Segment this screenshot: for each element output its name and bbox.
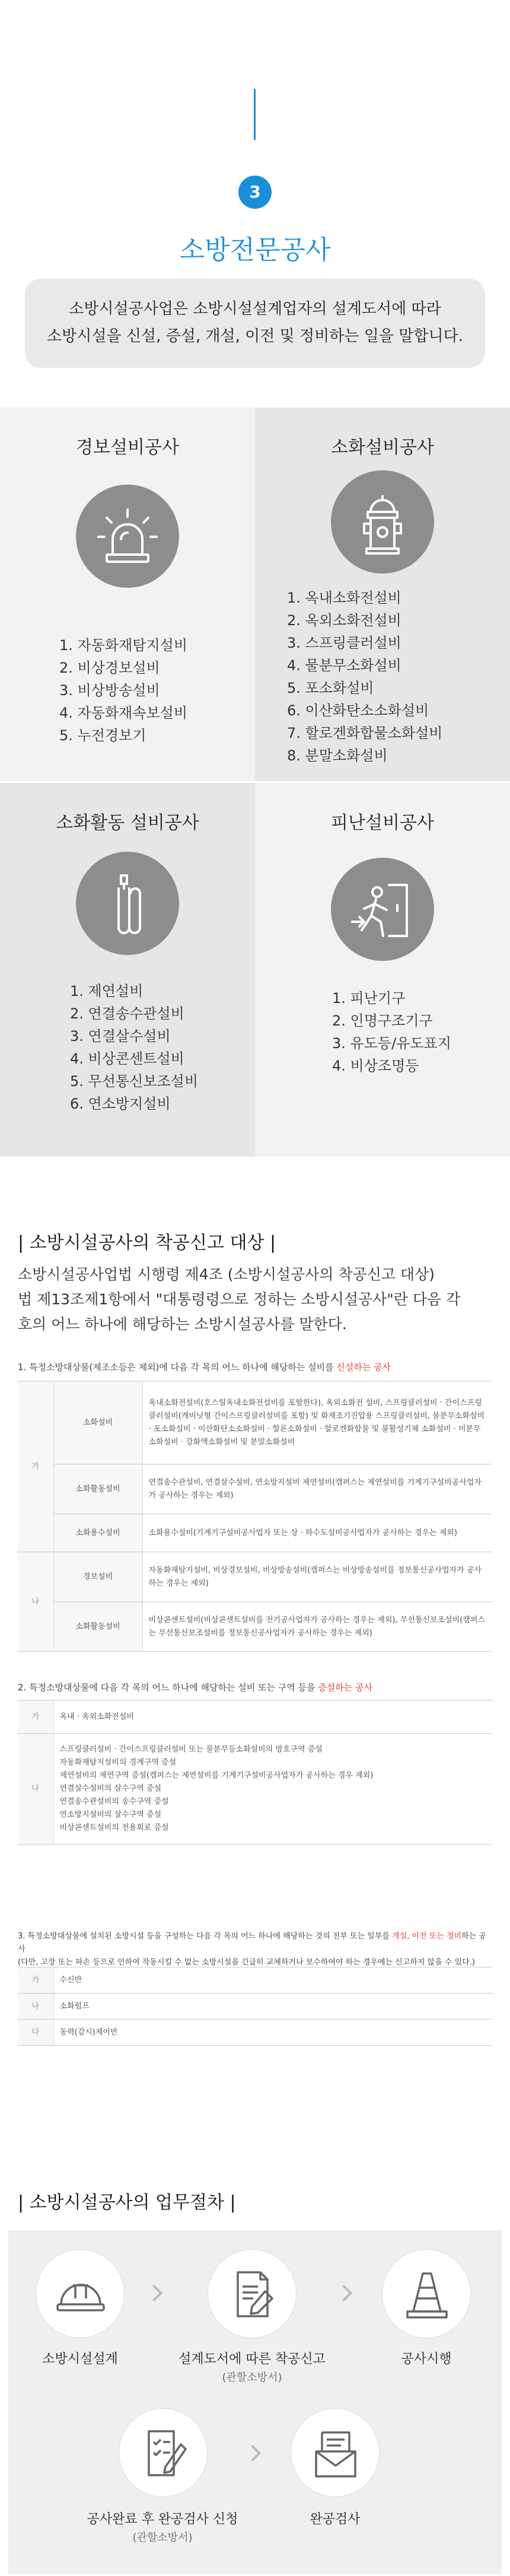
list-item: 4. 자동화재속보설비	[59, 705, 187, 721]
note-1	[18, 1361, 391, 1373]
desc-line: 연소방지설비의 살수구역 증설	[59, 1810, 162, 1819]
table-row	[18, 1734, 492, 1845]
desc-line: 비상콘센트설비의 전용회로 증설	[59, 1823, 169, 1832]
desc-line: 연결송수관설비의 송수구역 증설	[59, 1797, 169, 1806]
fire-hose-icon	[76, 852, 179, 955]
row-name: 경보설비	[53, 1552, 142, 1602]
note-text: 3. 특정소방대상물에 설치된 소방시설 등을 구성하는 다음 각 목의 어느 하나에 해당하는 것의 전부 또는 일부를	[18, 1932, 393, 1941]
group-label: 가	[18, 1701, 53, 1734]
group-label: 가	[18, 1381, 53, 1552]
group-label: 나	[18, 1994, 53, 2020]
row-name: 소화용수설비	[53, 1514, 142, 1552]
fire-hydrant-icon	[331, 470, 434, 574]
arrow-right-icon	[336, 2285, 352, 2301]
list-item: 3. 스프링클러설비	[287, 635, 401, 651]
group-label: 다	[18, 2020, 53, 2046]
list-item: 4. 비상콘센트설비	[70, 1050, 184, 1067]
list-item: 1. 피난기구	[332, 990, 406, 1007]
intro-box	[25, 279, 485, 368]
step-label: 공사시행	[401, 2352, 452, 2367]
intro-line-1: 소방시설공사업은 소방시설설계업자의 설계도서에 따라	[69, 300, 441, 318]
category-list	[70, 980, 198, 1115]
category-title: 경보설비공사	[76, 437, 179, 458]
list-item: 4. 비상조명등	[332, 1058, 419, 1074]
row-desc: 소화펌프	[53, 1994, 492, 2020]
list-item: 5. 누전경보기	[59, 727, 146, 744]
siren-icon	[76, 485, 179, 588]
table-row	[18, 1514, 492, 1552]
section-heading-procedure: | 소방시설공사의 업무절차 |	[18, 2192, 236, 2213]
list-item: 8. 분말소화설비	[287, 747, 388, 764]
category-title: 소화활동 설비공사	[56, 813, 199, 833]
category-title: 소화설비공사	[331, 437, 434, 458]
step-label: 완공검사	[310, 2512, 361, 2527]
arrow-right-icon	[244, 2445, 261, 2462]
category-list	[332, 987, 451, 1077]
category-card-evacuation	[255, 783, 510, 1157]
row-desc: 동력(감시)제어반	[53, 2020, 492, 2046]
hard-hat-icon	[36, 2249, 125, 2338]
row-desc-list	[53, 1734, 492, 1845]
note-text: 하는 공사	[18, 1932, 486, 1954]
emergency-exit-icon	[331, 858, 434, 961]
table-repair	[18, 1967, 492, 2046]
group-label: 나	[18, 1552, 53, 1652]
category-list	[59, 634, 187, 747]
row-desc: 자동화재탐지설비, 비상경보설비, 비상방송설비(캠퍼스는 비상방송설비를 정보통신공사업자가 공사하는 경우는 제외)	[142, 1552, 492, 1602]
table-row	[18, 1967, 492, 1994]
row-desc: 옥내소화전설비(호스릴옥내소화전설비를 포함한다), 옥외소화전 설비, 스프링클러설비 · 간이스프링클러설비(캐비닛형 간이스프링클러설비를 포함) 및 화재조기진압용 스프링클러설비, 물분무소화설비 · 포소화설비 · 이산화탄소소화설비 · 할론소화설비 · 할로겐화합물 및 불활성기체 소화설비 · 미분무소화설비 · 강화액소화설비 및 분말소화설비	[142, 1381, 492, 1464]
law-line: 법 제13조제1항에서 "대통령령으로 정하는 소방시설공사"란 다음 각	[18, 1291, 461, 1308]
step-number-badge: 3	[238, 176, 272, 209]
list-item: 2. 옥외소화전설비	[287, 612, 401, 629]
note-highlight: 증설하는 공사	[318, 1682, 372, 1693]
list-item: 1. 제연설비	[70, 983, 144, 999]
table-expansion	[18, 1700, 492, 1845]
list-item: 6. 이산화탄소소화설비	[287, 702, 429, 719]
note-sub: (다만, 고장 또는 파손 등으로 인하여 작동시킬 수 없는 소방시설을 긴급히 교체하거나 보수하여야 하는 경우에는 신고하지 않을 수 있다.)	[18, 1958, 475, 1967]
step-label: 소방시설설계	[42, 2352, 118, 2367]
row-name: 소화활동설비	[53, 1464, 142, 1514]
table-row	[18, 1464, 492, 1514]
list-item: 3. 연결살수설비	[70, 1028, 171, 1045]
note-highlight: 신설하는 공사	[336, 1362, 391, 1373]
category-card-alarm	[0, 407, 255, 781]
list-item: 3. 유도등/유도표지	[332, 1035, 451, 1052]
section-heading-start-report: | 소방시설공사의 착공신고 대상 |	[18, 1233, 276, 1253]
arrow-right-icon	[146, 2285, 162, 2301]
note-text: 1. 특정소방대상물(제조소등은 제외)에 다음 각 목의 어느 하나에 해당하는 설비를	[18, 1362, 337, 1373]
list-item: 2. 비상경보설비	[59, 660, 160, 676]
row-name: 소화활동설비	[53, 1602, 142, 1652]
list-item: 4. 물분무소화설비	[287, 657, 401, 674]
group-label: 나	[18, 1734, 53, 1845]
page-title: 소방전문공사	[179, 235, 331, 265]
row-name: 소화설비	[53, 1381, 142, 1464]
table-row	[18, 1552, 492, 1602]
row-desc: 옥내 · 옥외소화전설비	[53, 1701, 492, 1734]
row-desc: 소화용수설비(기계기구설비공사업자 또는 상 · 하수도설비공사업자가 공사하는 경우는 제외)	[142, 1514, 492, 1552]
category-card-extinguishing	[255, 407, 510, 781]
row-desc: 연결송수관설비, 연결살수설비, 연소방지설비 제연설비(캠퍼스는 제연설비를 기계기구설비공사업자가 공사하는 경우는 제외)	[142, 1464, 492, 1514]
procedure-panel	[8, 2230, 502, 2574]
desc-line: 스프링클러설비 · 간이스프링클러설비 또는 물분무등소화설비의 방호구역 증설	[59, 1745, 323, 1754]
table-row	[18, 1994, 492, 2020]
step-sub: (관할소방서)	[132, 2532, 193, 2544]
list-item: 3. 비상방송설비	[59, 682, 160, 699]
law-line: 소방시설공사업법 시행령 제4조 (소방시설공사의 착공신고 대상)	[18, 1266, 435, 1283]
list-item: 5. 포소화설비	[287, 680, 374, 696]
law-line: 호의 어느 하나에 해당하는 소방시설공사를 말한다.	[18, 1316, 347, 1333]
checklist-pen-icon	[119, 2408, 208, 2497]
group-label: 가	[18, 1967, 53, 1994]
table-row	[18, 1381, 492, 1464]
list-item: 5. 무선통신보조설비	[70, 1073, 198, 1090]
list-item: 2. 인명구조기구	[332, 1012, 433, 1029]
category-list	[287, 587, 442, 767]
table-row	[18, 1602, 492, 1652]
step-label: 설계도서에 따른 착공신고	[179, 2352, 326, 2367]
step-label: 공사완료 후 완공검사 신청	[87, 2512, 238, 2527]
list-item: 1. 자동화재탐지설비	[59, 637, 187, 654]
note-text: 2. 특정소방대상물에 다음 각 목의 어느 하나에 해당하는 설비 또는 구역 등을	[18, 1682, 318, 1693]
step-sub: (관할소방서)	[222, 2371, 282, 2384]
intro-line-2: 소방시설을 신설, 증설, 개설, 이전 및 정비하는 일을 말합니다.	[47, 327, 463, 345]
row-desc: 비상콘센트설비(비상콘센트설비를 전기공사업자가 공사하는 경우는 제외), 무선통신보조설비(캠퍼스는 무선통신보조설비를 정보통신공사업자가 공사하는 경우는 제외)	[142, 1602, 492, 1652]
note-highlight: 개설, 이전 또는 정비	[392, 1932, 462, 1941]
list-item: 7. 할로겐화합물소화설비	[287, 725, 443, 741]
list-item: 2. 연결송수관설비	[70, 1005, 184, 1022]
category-title: 피난설비공사	[331, 813, 434, 833]
desc-line: 연결살수설비의 살수구역 증설	[59, 1784, 162, 1793]
law-paragraph	[18, 1262, 492, 1337]
document-pen-icon	[208, 2249, 297, 2338]
table-row	[18, 1701, 492, 1734]
desc-line: 자동화재탐지설비의 경계구역 증설	[59, 1758, 177, 1767]
desc-line: 제연설비의 제연구역 증설(캠퍼스는 제연설비를 기계기구설비공사업자가 공사하는 경우 제외)	[59, 1771, 374, 1780]
table-new-installation	[18, 1381, 492, 1652]
list-item: 6. 연소방지설비	[70, 1096, 171, 1112]
category-card-firefighting-activity	[0, 783, 255, 1157]
traffic-cone-icon	[382, 2249, 471, 2338]
row-desc: 수신반	[53, 1967, 492, 1994]
note-3	[18, 1930, 492, 1969]
decorative-line	[254, 89, 256, 140]
note-2	[18, 1681, 372, 1693]
inspection-envelope-icon	[291, 2408, 380, 2497]
table-row	[18, 2020, 492, 2046]
list-item: 1. 옥내소화전설비	[287, 590, 401, 606]
